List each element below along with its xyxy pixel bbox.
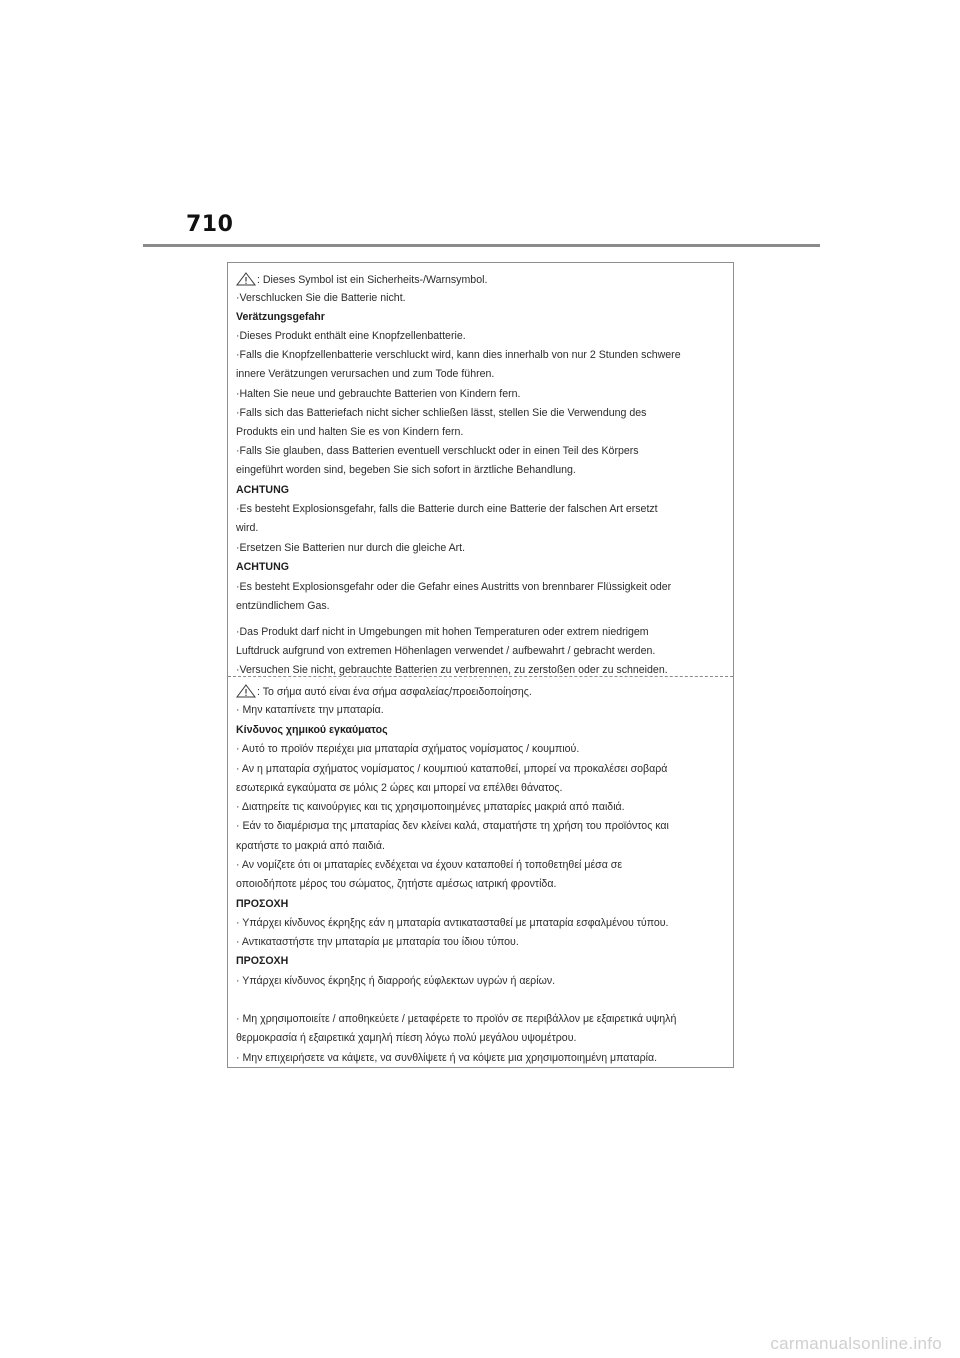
- notice-line: [236, 703, 384, 717]
- notice-line: [236, 877, 556, 891]
- notice-text: : Dieses Symbol ist ein Sicherheits-/Warnsymbol.: [257, 274, 488, 286]
- notice-line: [236, 599, 330, 613]
- notice-text: wird.: [236, 522, 259, 534]
- notice-text: ·Halten Sie neue und gebrauchte Batterien von Kindern fern.: [236, 388, 521, 400]
- notice-text: ·Falls sich das Batteriefach nicht sicher schließen lässt, stellen Sie die Verwendung des: [236, 407, 647, 419]
- notice-line: [236, 367, 494, 381]
- notice-line: [236, 663, 668, 677]
- page-number: 710: [186, 212, 234, 237]
- notice-text: ·Es besteht Explosionsgefahr oder die Gefahr eines Austritts von brennbarer Flüssigkeit oder: [236, 581, 672, 593]
- notice-text: ·Es besteht Explosionsgefahr, falls die Batterie durch eine Batterie der falschen Art ersetzt: [236, 503, 658, 515]
- notice-line: [236, 406, 646, 420]
- battery-warning-notice: [227, 262, 734, 1068]
- notice-text: Luftdruck aufgrund von extremen Höhenlagen verwendet / aufbewahrt / gebracht werden.: [236, 645, 656, 657]
- notice-text: θερμοκρασία ή εξαιρετικά χαμηλή πίεση λόγω πολύ μεγάλου υψομέτρου.: [236, 1032, 577, 1044]
- notice-text: · Μην καταπίνετε την μπαταρία.: [236, 704, 384, 716]
- notice-text: Verätzungsgefahr: [236, 311, 325, 323]
- notice-line: [236, 644, 655, 658]
- notice-text: eingeführt worden sind, begeben Sie sich sofort in ärztliche Behandlung.: [236, 464, 576, 476]
- notice-heading: [236, 723, 388, 737]
- notice-line: [236, 463, 576, 477]
- notice-line: [236, 742, 579, 756]
- notice-text: entzündlichem Gas.: [236, 600, 330, 612]
- notice-line: [236, 974, 555, 988]
- notice-text: οποιοδήποτε μέρος του σώματος, ζητήστε αμέσως ιατρική φροντίδα.: [236, 878, 557, 890]
- notice-text: Produkts ein und halten Sie es von Kindern fern.: [236, 426, 464, 438]
- notice-line: [236, 1031, 576, 1045]
- notice-text: · Υπάρχει κίνδυνος έκρηξης εάν η μπαταρία αντικατασταθεί με μπαταρία εσφαλμένου τύπου.: [236, 917, 669, 929]
- notice-text: ACHTUNG: [236, 484, 289, 496]
- notice-heading: [236, 310, 325, 324]
- notice-line: [236, 935, 519, 949]
- notice-line: [236, 1012, 676, 1026]
- notice-line: [236, 1051, 657, 1065]
- notice-heading: [236, 483, 289, 497]
- notice-text: ΠΡΟΣΟΧΗ: [236, 898, 289, 910]
- notice-text: ·Das Produkt darf nicht in Umgebungen mit hohen Temperaturen oder extrem niedrigem: [236, 626, 649, 638]
- notice-text: · Αν νομίζετε ότι οι μπαταρίες ενδέχεται να έχουν καταποθεί ή τοποθετηθεί μέσα σε: [236, 859, 623, 871]
- notice-text: ·Verschlucken Sie die Batterie nicht.: [236, 292, 406, 304]
- notice-line: [236, 580, 671, 594]
- notice-line: [236, 839, 385, 853]
- notice-text: εσωτερικά εγκαύματα σε μόλις 2 ώρες και μπορεί να επέλθει θάνατος.: [236, 782, 563, 794]
- notice-text: ·Dieses Produkt enthält eine Knopfzellenbatterie.: [236, 330, 466, 342]
- notice-line: [236, 541, 465, 555]
- notice-text: innere Verätzungen verursachen und zum Tode führen.: [236, 368, 495, 380]
- notice-line: [236, 348, 681, 362]
- notice-line: [236, 444, 639, 458]
- notice-line: [236, 781, 562, 795]
- notice-text: κρατήστε το μακριά από παιδιά.: [236, 840, 385, 852]
- notice-text: ΠΡΟΣΟΧΗ: [236, 955, 289, 967]
- notice-text: : Το σήμα αυτό είναι ένα σήμα ασφαλείας/προειδοποίησης.: [257, 686, 532, 698]
- notice-text: ·Falls die Knopfzellenbatterie verschluckt wird, kann dies innerhalb von nur 2 Stunden schwere: [236, 349, 681, 361]
- notice-line: [236, 858, 622, 872]
- notice-text: ·Ersetzen Sie Batterien nur durch die gleiche Art.: [236, 542, 466, 554]
- notice-line: [236, 684, 532, 702]
- notice-text: Κίνδυνος χημικού εγκαύματος: [236, 724, 388, 736]
- notice-line: [236, 625, 649, 639]
- notice-text: · Αν η μπαταρία σχήματος νομίσματος / κουμπιού καταποθεί, μπορεί να προκαλέσει σοβαρά: [236, 763, 668, 775]
- notice-text: ·Falls Sie glauben, dass Batterien eventuell verschluckt oder in einen Teil des Körpers: [236, 445, 639, 457]
- notice-line: [236, 800, 625, 814]
- notice-heading: [236, 897, 288, 911]
- notice-text: · Διατηρείτε τις καινούργιες και τις χρησιμοποιημένες μπαταρίες μακριά από παιδιά.: [236, 801, 625, 813]
- notice-heading: [236, 560, 289, 574]
- notice-heading: [236, 954, 288, 968]
- notice-line: [236, 916, 669, 930]
- notice-line: [236, 329, 466, 343]
- warning-triangle-icon: [236, 684, 256, 702]
- notice-text: · Αυτό το προϊόν περιέχει μια μπαταρία σχήματος νομίσματος / κουμπιού.: [236, 743, 580, 755]
- header-rule: [143, 244, 820, 247]
- watermark: carmanualsonline.info: [770, 1334, 942, 1353]
- notice-text: · Εάν το διαμέρισμα της μπαταρίας δεν κλείνει καλά, σταματήστε τη χρήση του προϊόντος και: [236, 820, 669, 832]
- notice-line: [236, 502, 658, 516]
- notice-text: · Αντικαταστήστε την μπαταρία με μπαταρία του ίδιου τύπου.: [236, 936, 519, 948]
- notice-line: [236, 425, 463, 439]
- warning-triangle-icon: [236, 272, 256, 290]
- notice-text: ·Versuchen Sie nicht, gebrauchte Batterien zu verbrennen, zu zerstoßen oder zu schneiden.: [236, 664, 668, 676]
- notice-text: ACHTUNG: [236, 561, 289, 573]
- notice-line: [236, 291, 406, 305]
- notice-text: · Μην επιχειρήσετε να κάψετε, να συνθλίψετε ή να κόψετε μια χρησιμοποιημένη μπαταρία.: [236, 1052, 658, 1064]
- notice-line: [236, 762, 667, 776]
- notice-line: [236, 819, 669, 833]
- notice-text: · Υπάρχει κίνδυνος έκρηξης ή διαρροής εύφλεκτων υγρών ή αερίων.: [236, 975, 556, 987]
- notice-line: [236, 521, 258, 535]
- notice-line: [236, 387, 520, 401]
- notice-text: · Μη χρησιμοποιείτε / αποθηκεύετε / μεταφέρετε το προϊόν σε περιβάλλον με εξαιρετικά υψηλή: [236, 1013, 677, 1025]
- notice-line: [236, 272, 487, 290]
